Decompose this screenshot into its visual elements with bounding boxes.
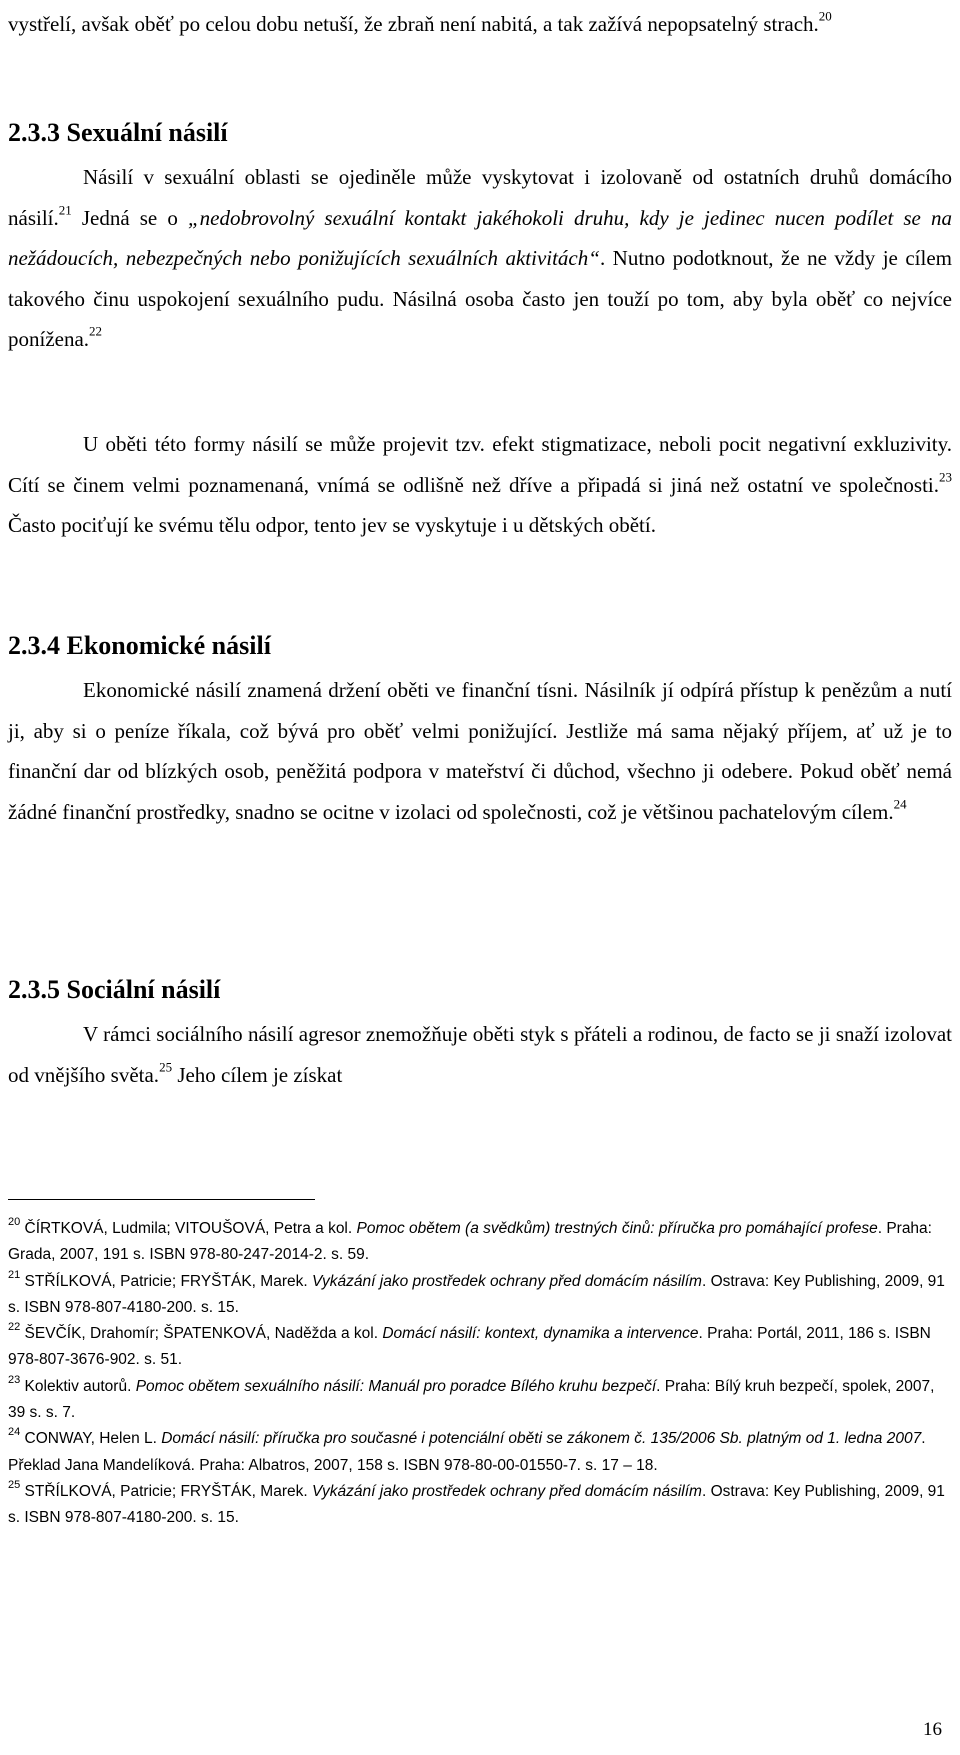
footnote-text: CONWAY, Helen L.	[20, 1430, 162, 1448]
footnote-ref-23[interactable]: 23	[939, 469, 952, 485]
footnote-number: 22	[8, 1320, 21, 1333]
paragraph-social	[8, 1014, 952, 1095]
footnote-22	[8, 1321, 952, 1374]
page-number: 16	[923, 1719, 942, 1740]
footnote-text: . Praha: Grada, 2007, 191 s. ISBN 978-80-247-2014-2. s. 59.	[8, 1220, 932, 1264]
heading-sexual-violence: 2.3.3 Sexuální násilí	[8, 118, 228, 147]
paragraph-intro	[8, 4, 952, 45]
footnote-title: Vykázání jako prostředek ochrany před domácím násilím	[311, 1272, 702, 1290]
paragraph-text: Ekonomické násilí znamená držení oběti ve finanční tísni. Násilník jí odpírá přístup k penězům a nutí ji, aby si o peníze říkala, což bývá pro oběť velmi ponižující. Jestliže má sama nějaký příjem, ať už je to finanční dar od blízkých osob, peněžitá podpora v mateřství či důchod, všechno ji odebere. Pokud oběť nemá žádné finanční prostředky, snadno se ocitne v izolaci od společnosti, což je většinou pachatelovým cílem.	[8, 678, 952, 824]
paragraph-text: Jeho cílem je získat	[172, 1062, 343, 1087]
footnote-text: . Ostrava: Key Publishing, 2009, 91 s. ISBN 978-807-4180-200. s. 15.	[8, 1482, 945, 1527]
footnote-title: Vykázání jako prostředek ochrany před domácím násilím	[311, 1482, 702, 1500]
paragraph-text: Jedná se o	[71, 205, 188, 230]
footnote-text: . Ostrava: Key Publishing, 2009, 91 s. ISBN 978-807-4180-200. s. 15.	[8, 1272, 945, 1316]
footnote-text: . Praha: Bílý kruh bezpečí, spolek, 2007, 39 s. s. 7.	[8, 1377, 935, 1422]
footnote-separator	[8, 1199, 315, 1200]
paragraph-sexual-1	[8, 157, 952, 360]
footnotes	[8, 1216, 952, 1532]
paragraph-text: V rámci sociálního násilí agresor znemožňuje oběti styk s přáteli a rodinou, de facto se ji snaží izolovat od vnějšího světa.	[8, 1022, 952, 1087]
paragraph-text: . Nutno podotknout, že ne vždy je cílem takového činu uspokojení sexuálního pudu. Násilná osoba často jen touží po tom, aby byla oběť co nejvíce ponížena.	[8, 246, 952, 351]
footnote-number: 25	[8, 1478, 21, 1491]
paragraph-text: vystřelí, avšak oběť po celou dobu netuší, že zbraň není nabitá, a tak zažívá nepopsatelný strach.	[8, 12, 819, 36]
footnote-text: . Praha: Portál, 2011, 186 s. ISBN 978-807-3676-902. s. 51.	[8, 1325, 931, 1369]
footnote-title: Pomoc obětem sexuálního násilí: Manuál pro poradce Bílého kruhu bezpečí	[135, 1377, 657, 1395]
paragraph-text: Násilí v sexuální oblasti se ojediněle může vyskytovat i izolovaně od ostatních druhů domácího násilí.	[8, 165, 952, 230]
quoted-definition: „nedobrovolný sexuální kontakt jakéhokoli druhu, kdy je jedinec nucen podílet se na nežádoucích, nebezpečných nebo ponižujících sexuálních aktivitách“	[8, 205, 952, 270]
footnote-title: Pomoc obětem (a svědkům) trestných činů: příručka pro pomáhající profese	[356, 1220, 878, 1237]
footnote-text: STŘÍLKOVÁ, Patricie; FRYŠTÁK, Marek.	[20, 1272, 312, 1290]
heading-social-violence: 2.3.5 Sociální násilí	[8, 975, 221, 1004]
footnote-20	[8, 1216, 952, 1269]
paragraph-text: U oběti této formy násilí se může projevit tzv. efekt stigmatizace, neboli pocit negativní exkluzivity. Cítí se činem velmi poznamenaná, vnímá se odlišně než dříve a připadá si jiná než ostatní ve společnosti.	[8, 432, 952, 497]
footnote-number: 24	[8, 1426, 21, 1439]
heading-economic-violence: 2.3.4 Ekonomické násilí	[8, 631, 271, 660]
footnote-title: Domácí násilí: kontext, dynamika a intervence	[382, 1325, 699, 1343]
footnote-ref-20[interactable]: 20	[818, 8, 832, 24]
footnote-title: Domácí násilí: příručka pro současné i potenciální oběti se zákonem č. 135/2006 Sb. platným od 1. ledna 2007	[161, 1430, 922, 1448]
footnote-ref-21[interactable]: 21	[58, 202, 72, 218]
footnote-ref-22[interactable]: 22	[89, 323, 103, 339]
footnote-24	[8, 1426, 952, 1479]
paragraph-sexual-2	[8, 424, 952, 546]
footnote-number: 21	[8, 1268, 21, 1281]
footnote-text: . Překlad Jana Mandelíková. Praha: Albatros, 2007, 158 s. ISBN 978-80-00-01550-7. s. 17 – 18.	[8, 1430, 926, 1474]
footnote-23	[8, 1374, 952, 1427]
paragraph-economic	[8, 670, 952, 832]
paragraph-text: Často pociťují ke svému tělu odpor, tento jev se vyskytuje i u dětských obětí.	[8, 513, 656, 537]
footnote-text: ČÍRTKOVÁ, Ludmila; VITOUŠOVÁ, Petra a kol.	[20, 1220, 357, 1237]
footnote-text: STŘÍLKOVÁ, Patricie; FRYŠTÁK, Marek.	[20, 1482, 312, 1500]
footnote-21	[8, 1269, 952, 1322]
footnote-number: 20	[8, 1215, 21, 1228]
footnote-ref-24[interactable]: 24	[893, 796, 907, 812]
footnote-25	[8, 1479, 952, 1532]
footnote-ref-25[interactable]: 25	[159, 1059, 173, 1075]
footnote-text: ŠEVČÍK, Drahomír; ŠPATENKOVÁ, Naděžda a kol.	[20, 1325, 383, 1343]
footnote-text: Kolektiv autorů.	[20, 1377, 136, 1395]
footnote-number: 23	[8, 1373, 21, 1386]
